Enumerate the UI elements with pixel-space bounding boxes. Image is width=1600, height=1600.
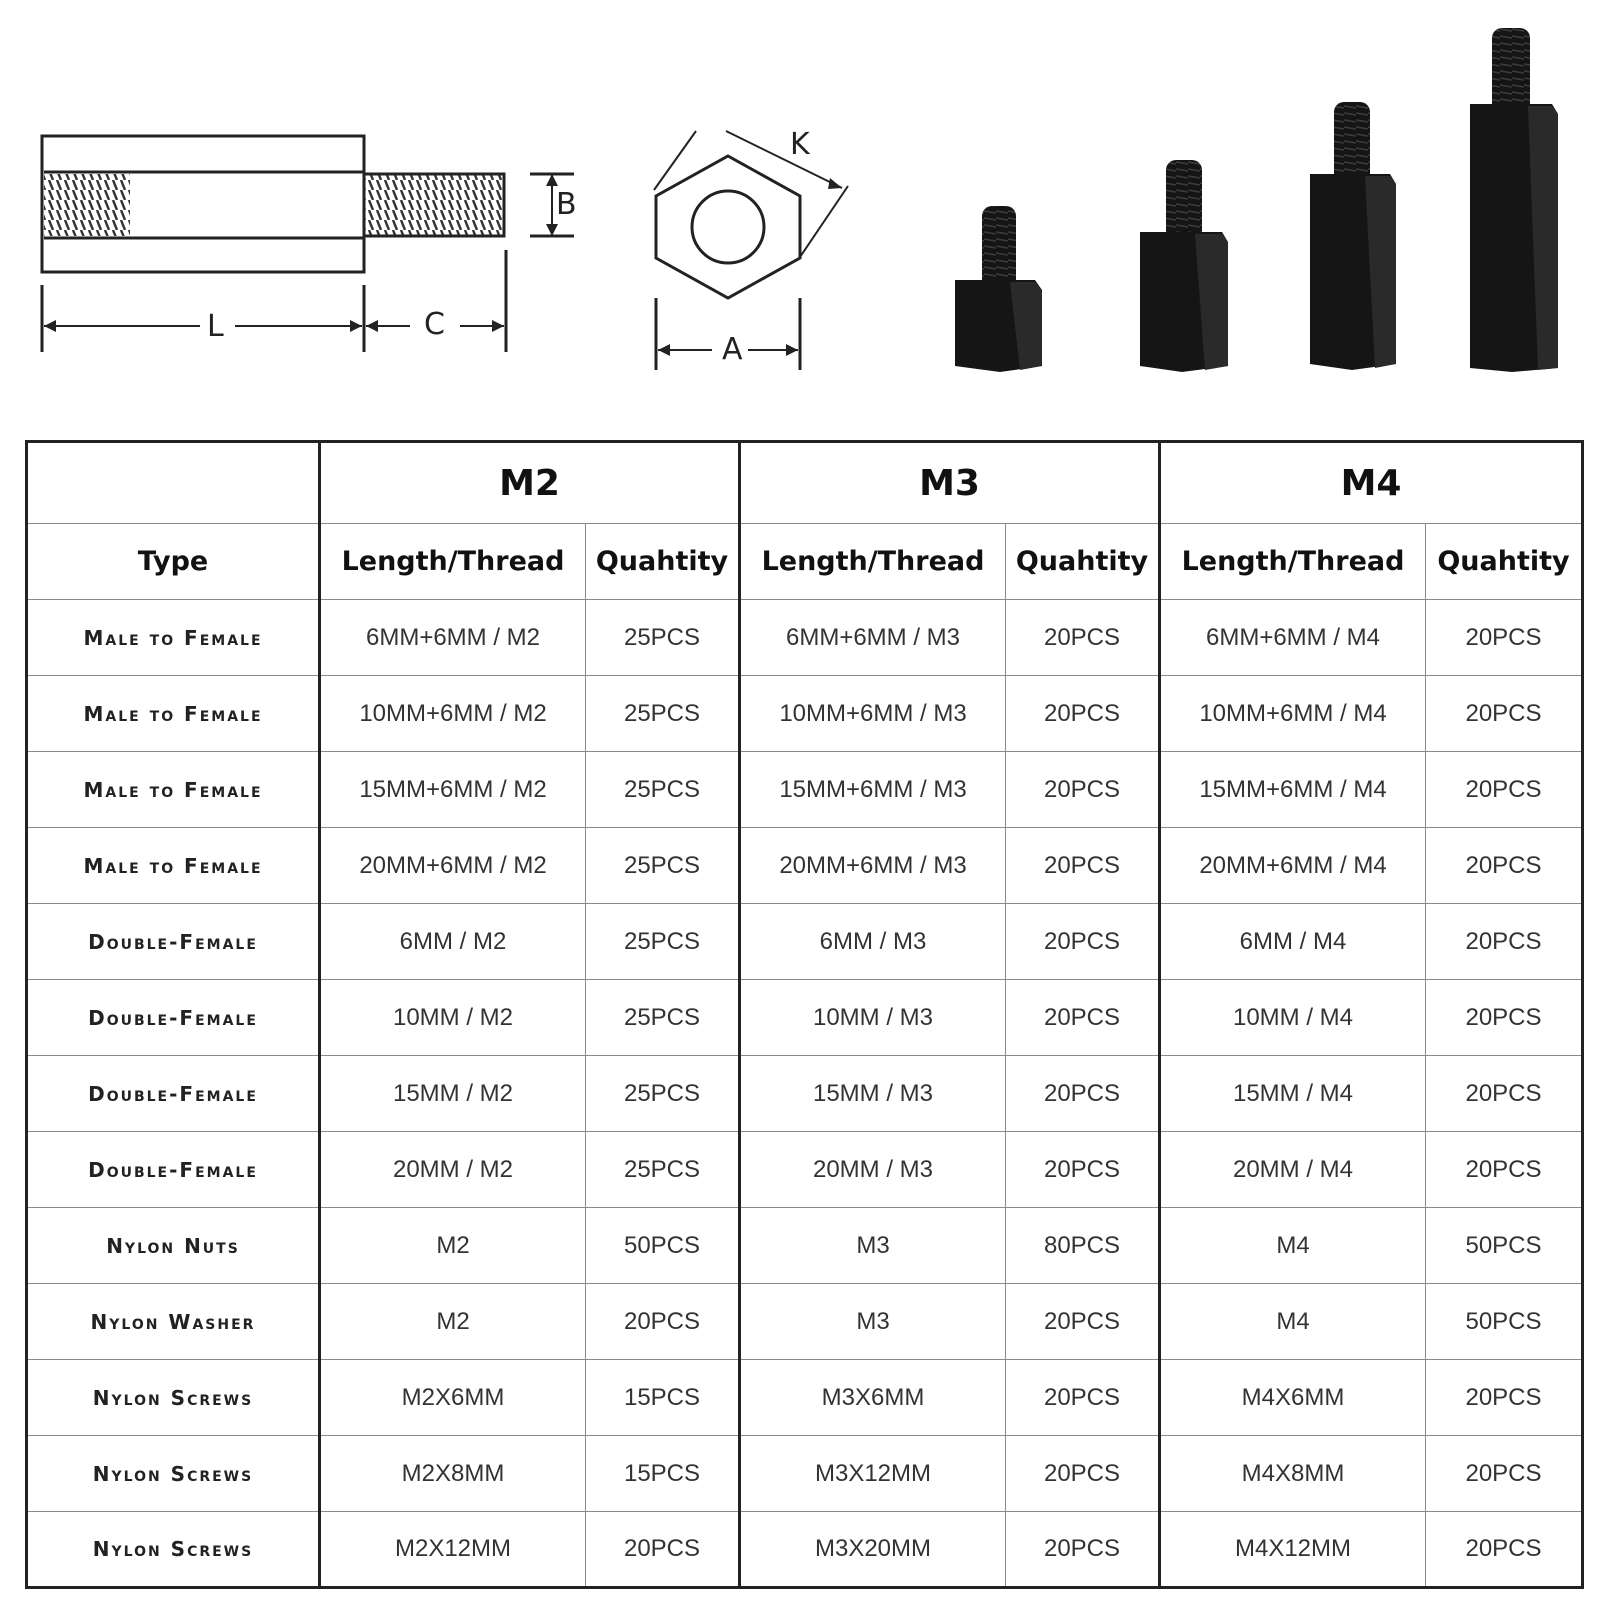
length-thread-m2: M2X6MM: [320, 1360, 586, 1436]
length-thread-m3: 10MM / M3: [740, 980, 1006, 1056]
dim-label-c: C: [424, 307, 445, 342]
length-thread-m4: 20MM+6MM / M4: [1160, 828, 1426, 904]
length-thread-m2: 6MM+6MM / M2: [320, 600, 586, 676]
quantity-m3: 20PCS: [1006, 1436, 1160, 1512]
table-row: [27, 904, 1583, 980]
quantity-m2: 25PCS: [586, 676, 740, 752]
quantity-m2: 25PCS: [586, 904, 740, 980]
quantity-m2: 15PCS: [586, 1360, 740, 1436]
length-thread-m3: 15MM / M3: [740, 1056, 1006, 1132]
quantity-m3: 20PCS: [1006, 1284, 1160, 1360]
table-row: [27, 676, 1583, 752]
quantity-m2: 25PCS: [586, 1132, 740, 1208]
length-thread-m3: 6MM+6MM / M3: [740, 600, 1006, 676]
quantity-m4: 20PCS: [1426, 904, 1583, 980]
length-thread-m3: M3X6MM: [740, 1360, 1006, 1436]
table-row: [27, 752, 1583, 828]
length-thread-m3: M3: [740, 1284, 1006, 1360]
type-cell: Male to Female: [27, 600, 320, 676]
length-thread-m3: 20MM+6MM / M3: [740, 828, 1006, 904]
quantity-m2: 15PCS: [586, 1436, 740, 1512]
dim-label-b: B: [556, 187, 577, 222]
table-body: [27, 600, 1583, 1588]
length-thread-m2: 6MM / M2: [320, 904, 586, 980]
table-row: [27, 1360, 1583, 1436]
quantity-m2: 25PCS: [586, 752, 740, 828]
table-row: [27, 1512, 1583, 1588]
quantity-header-m3: Quahtity: [1006, 524, 1160, 600]
length-thread-m4: 6MM+6MM / M4: [1160, 600, 1426, 676]
dimension-diagram: [0, 0, 1600, 420]
quantity-m4: 20PCS: [1426, 752, 1583, 828]
quantity-m4: 20PCS: [1426, 1132, 1583, 1208]
standoff-2: [1140, 160, 1228, 372]
quantity-m3: 20PCS: [1006, 1512, 1160, 1588]
length-thread-m3: 10MM+6MM / M3: [740, 676, 1006, 752]
type-cell: Nylon Nuts: [27, 1208, 320, 1284]
quantity-m3: 20PCS: [1006, 828, 1160, 904]
quantity-m3: 20PCS: [1006, 600, 1160, 676]
quantity-m2: 25PCS: [586, 600, 740, 676]
length-thread-m2: 10MM / M2: [320, 980, 586, 1056]
table-row: [27, 1284, 1583, 1360]
table-row: [27, 828, 1583, 904]
length-thread-m2: 20MM+6MM / M2: [320, 828, 586, 904]
quantity-m2: 25PCS: [586, 1056, 740, 1132]
length-thread-m3: M3X12MM: [740, 1436, 1006, 1512]
length-thread-m3: 6MM / M3: [740, 904, 1006, 980]
length-thread-m4: 15MM / M4: [1160, 1056, 1426, 1132]
table-row: [27, 1436, 1583, 1512]
quantity-m2: 25PCS: [586, 828, 740, 904]
type-cell: Nylon Screws: [27, 1512, 320, 1588]
table-row: [27, 600, 1583, 676]
type-cell: Double-Female: [27, 904, 320, 980]
type-cell: Male to Female: [27, 752, 320, 828]
length-thread-m2: M2X8MM: [320, 1436, 586, 1512]
length-thread-m4: 15MM+6MM / M4: [1160, 752, 1426, 828]
type-cell: Double-Female: [27, 980, 320, 1056]
length-header-m2: Length/Thread: [320, 524, 586, 600]
standoff-drawing: [0, 0, 1600, 420]
empty-corner-cell: [27, 442, 320, 524]
quantity-m3: 20PCS: [1006, 1360, 1160, 1436]
length-thread-m2: 20MM / M2: [320, 1132, 586, 1208]
length-thread-m4: M4: [1160, 1208, 1426, 1284]
length-thread-m4: 10MM / M4: [1160, 980, 1426, 1056]
standoff-4: [1470, 28, 1558, 372]
dim-label-a: A: [722, 332, 743, 367]
length-thread-m4: M4X6MM: [1160, 1360, 1426, 1436]
length-thread-m3: M3X20MM: [740, 1512, 1006, 1588]
column-header-row: [27, 524, 1583, 600]
quantity-m3: 20PCS: [1006, 752, 1160, 828]
dim-label-l: L: [207, 309, 224, 344]
type-cell: Double-Female: [27, 1132, 320, 1208]
length-thread-m3: 20MM / M3: [740, 1132, 1006, 1208]
length-thread-m4: M4X12MM: [1160, 1512, 1426, 1588]
type-cell: Nylon Screws: [27, 1360, 320, 1436]
type-cell: Male to Female: [27, 828, 320, 904]
size-header-m2: M2: [320, 442, 740, 524]
spec-table: [25, 440, 1584, 1589]
quantity-m3: 20PCS: [1006, 904, 1160, 980]
length-thread-m4: 20MM / M4: [1160, 1132, 1426, 1208]
table-row: [27, 1208, 1583, 1284]
quantity-m4: 20PCS: [1426, 1056, 1583, 1132]
size-header-m4: M4: [1160, 442, 1583, 524]
length-thread-m4: 6MM / M4: [1160, 904, 1426, 980]
length-thread-m2: M2X12MM: [320, 1512, 586, 1588]
length-thread-m2: 10MM+6MM / M2: [320, 676, 586, 752]
quantity-m2: 25PCS: [586, 980, 740, 1056]
quantity-m4: 50PCS: [1426, 1208, 1583, 1284]
type-cell: Nylon Washer: [27, 1284, 320, 1360]
length-header-m4: Length/Thread: [1160, 524, 1426, 600]
quantity-m4: 20PCS: [1426, 676, 1583, 752]
length-thread-m4: 10MM+6MM / M4: [1160, 676, 1426, 752]
length-thread-m2: M2: [320, 1284, 586, 1360]
quantity-m4: 20PCS: [1426, 600, 1583, 676]
length-thread-m4: M4: [1160, 1284, 1426, 1360]
quantity-m4: 20PCS: [1426, 1360, 1583, 1436]
quantity-m3: 20PCS: [1006, 1056, 1160, 1132]
length-thread-m2: 15MM / M2: [320, 1056, 586, 1132]
quantity-m3: 20PCS: [1006, 980, 1160, 1056]
table-row: [27, 980, 1583, 1056]
length-thread-m3: M3: [740, 1208, 1006, 1284]
quantity-m3: 20PCS: [1006, 676, 1160, 752]
hex-profile: [654, 127, 848, 370]
type-header: Type: [27, 524, 320, 600]
quantity-m4: 20PCS: [1426, 828, 1583, 904]
quantity-m4: 20PCS: [1426, 980, 1583, 1056]
standoff-profile: [42, 136, 574, 352]
quantity-m2: 20PCS: [586, 1284, 740, 1360]
quantity-m4: 20PCS: [1426, 1512, 1583, 1588]
length-thread-m4: M4X8MM: [1160, 1436, 1426, 1512]
standoff-1: [955, 206, 1042, 372]
length-thread-m2: M2: [320, 1208, 586, 1284]
quantity-m3: 80PCS: [1006, 1208, 1160, 1284]
quantity-header-m4: Quahtity: [1426, 524, 1583, 600]
standoff-3: [1310, 102, 1396, 370]
quantity-header-m2: Quahtity: [586, 524, 740, 600]
size-header-m3: M3: [740, 442, 1160, 524]
quantity-m2: 50PCS: [586, 1208, 740, 1284]
size-header-row: [27, 442, 1583, 524]
type-cell: Double-Female: [27, 1056, 320, 1132]
length-header-m3: Length/Thread: [740, 524, 1006, 600]
quantity-m4: 50PCS: [1426, 1284, 1583, 1360]
quantity-m3: 20PCS: [1006, 1132, 1160, 1208]
quantity-m2: 20PCS: [586, 1512, 740, 1588]
dim-label-k: K: [790, 127, 810, 162]
length-thread-m2: 15MM+6MM / M2: [320, 752, 586, 828]
quantity-m4: 20PCS: [1426, 1436, 1583, 1512]
table-row: [27, 1132, 1583, 1208]
table-row: [27, 1056, 1583, 1132]
length-thread-m3: 15MM+6MM / M3: [740, 752, 1006, 828]
type-cell: Male to Female: [27, 676, 320, 752]
type-cell: Nylon Screws: [27, 1436, 320, 1512]
